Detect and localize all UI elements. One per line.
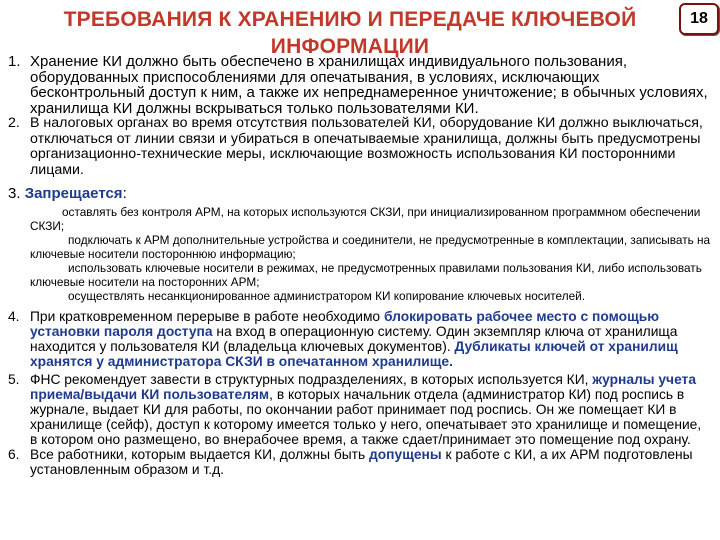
item-4-text-2: на вход в операционную систему. Один экземпляр ключа от хранилища находится у пользователя КИ (владельца ключевых документов). — [30, 323, 678, 354]
item-4-emphasis-2: Дубликаты ключей от хранилищ хранятся у администратора СКЗИ в опечатанном хранилище. — [30, 338, 678, 369]
list-item-1 — [8, 54, 712, 116]
slide-title — [40, 6, 660, 60]
slide-title-line-2: ИНФОРМАЦИИ — [270, 35, 430, 58]
list-item-text: Хранение КИ должно быть обеспечено в хранилищах индивидуального пользования, оборудованных приспособлениями для опечатывания, в условиях, исключающих бесконтрольный доступ к ним, а также их непреднамеренное уничтожение; в обычных условиях, хранилища КИ должны вскрываться только пользователями КИ. — [30, 53, 708, 117]
prohibited-item-3: использовать ключевые носители в режимах, не предусмотренных правилами пользования КИ, либо использовать ключевые носители на посторонних АРМ; — [30, 260, 702, 289]
list-item-5 — [8, 372, 712, 447]
list-item-number: 3. — [8, 185, 21, 202]
item-5-text-2: , в которых начальник отдела (администратор КИ) под роспись в журнале, выдает КИ для работы, по окончании работ принимает под роспись. Он же помещает КИ в хранилище (сейф), доступ к которому имеется только у него, опечатывает это хранилище и помещение, в котором оно размещено, во внерабочее время, а также сдает/принимает это помещение под охрану. — [30, 386, 702, 447]
list-item-number: 5. — [8, 371, 20, 387]
list-item-3 — [8, 186, 712, 202]
slide-title-line-1: ТРЕБОВАНИЯ К ХРАНЕНИЮ И ПЕРЕДАЧЕ КЛЮЧЕВОЙ — [63, 8, 637, 31]
item-6-emphasis-1: допущены — [369, 446, 442, 462]
item-6-text-1: Все работники, которым выдается КИ, должны быть — [30, 446, 369, 462]
prohibited-heading: Запрещается — [24, 185, 123, 202]
prohibited-item-2: подключать к АРМ дополнительные устройства и соединители, не предусмотренные в комплектации, записывать на ключевые носители постороннюю информацию; — [30, 232, 711, 261]
list-item-number: 6. — [8, 446, 20, 462]
list-item-number: 1. — [8, 53, 21, 70]
list-item-4 — [8, 309, 712, 369]
list-item-text: В налоговых органах во время отсутствия пользователей КИ, оборудование КИ должно выключаться, отключаться от линии связи и убираться в опечатываемые хранилища, должны быть предусмотрены организационно-технические меры, исключающие возможность использования КИ посторонними лицами. — [30, 115, 703, 178]
prohibited-list — [8, 205, 712, 303]
prohibited-item-1: оставлять без контроля АРМ, на которых используются СКЗИ, при инициализированном программном обеспечении СКЗИ; — [30, 204, 701, 233]
slide-body — [8, 54, 712, 477]
item-4-text-1: При кратковременном перерыве в работе необходимо — [30, 308, 384, 324]
list-item-number: 4. — [8, 308, 20, 324]
item-5-emphasis-1: журналы учета приема/выдачи КИ пользователям — [30, 371, 696, 402]
item-6-text-2: к работе с КИ, а их АРМ подготовлены установленным образом и т.д. — [30, 446, 693, 477]
list-item-number: 2. — [8, 115, 20, 131]
page-number-badge: 18 — [679, 3, 719, 35]
item-5-text-1: ФНС рекомендует завести в структурных подразделениях, в которых используется КИ, — [30, 371, 593, 387]
prohibited-item-4: осуществлять несанкционированное администратором КИ копирование ключевых носителей. — [68, 288, 586, 303]
list-item-2 — [8, 116, 712, 178]
list-item-6 — [8, 447, 712, 477]
item-4-emphasis-1: блокировать рабочее место с помощью установки пароля доступа — [30, 308, 659, 339]
heading-colon: : — [122, 185, 127, 202]
